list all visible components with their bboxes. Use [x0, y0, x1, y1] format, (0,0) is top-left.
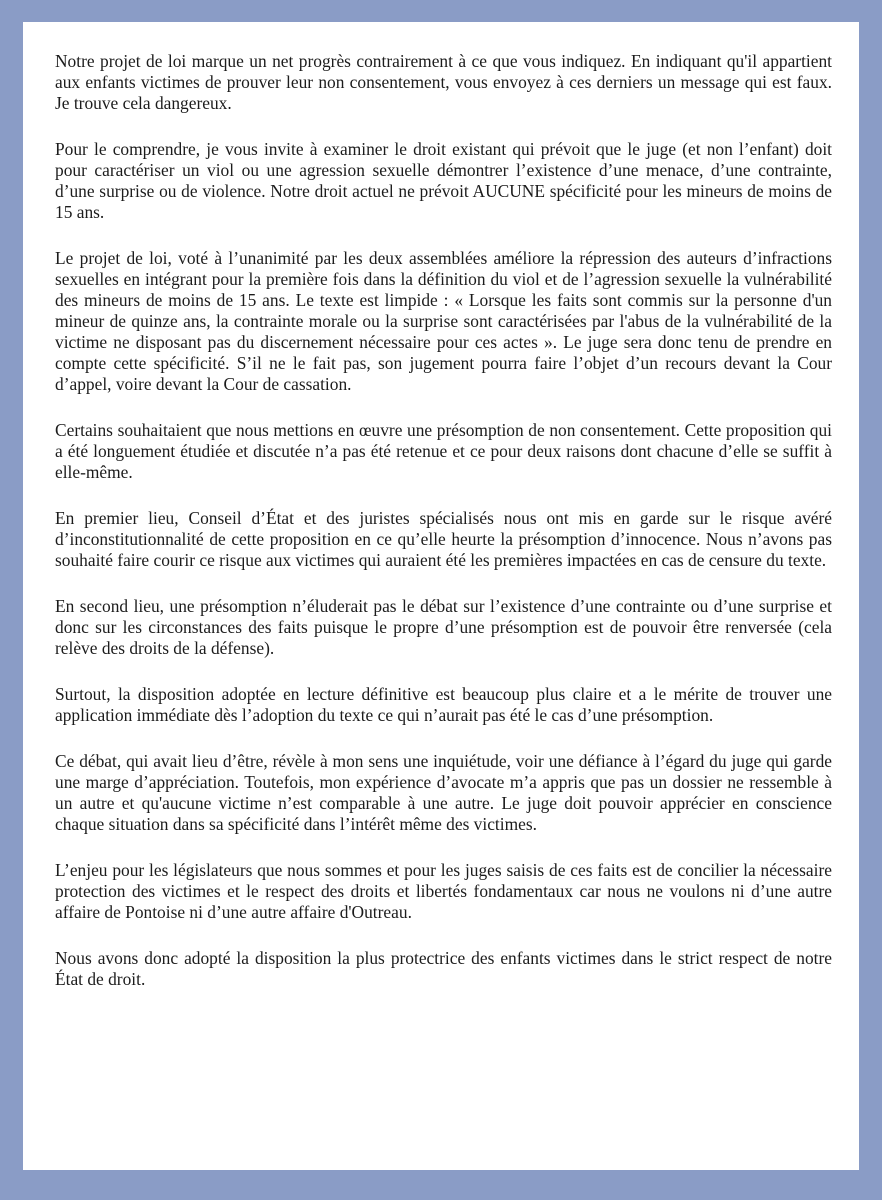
paragraph-8: Ce débat, qui avait lieu d’être, révèle à mon sens une inquiétude, voir une défiance à l’égard du juge qui garde une marge d’appréciation. Toutefois, mon expérience d’avocate m’a appris que pas un dossier ne ressemble à un autre et qu'aucune victime n’est comparable à une autre. Le juge doit pouvoir apprécier en conscience chaque situation dans sa spécificité dans l’intérêt même des victimes.	[55, 751, 832, 834]
paragraph-9: L’enjeu pour les législateurs que nous sommes et pour les juges saisis de ces faits est de concilier la nécessaire protection des victimes et le respect des droits et libertés fondamentaux car nous ne voulons ni d’une autre affaire de Pontoise ni d’une autre affaire d'Outreau.	[55, 860, 832, 922]
paragraph-3: Le projet de loi, voté à l’unanimité par les deux assemblées améliore la répression des auteurs d’infractions sexuelles en intégrant pour la première fois dans la définition du viol et de l’agression sexuelle la vulnérabilité des mineurs de moins de 15 ans. Le texte est limpide : « Lorsque les faits sont commis sur la personne d'un mineur de quinze ans, la contrainte morale ou la surprise sont caractérisées par l'abus de la vulnérabilité de la victime ne disposant pas du discernement nécessaire pour ces actes ». Le juge sera donc tenu de prendre en compte cette spécificité. S’il ne le fait pas, son jugement pourra faire l’objet d’un recours devant la Cour d’appel, voire devant la Cour de cassation.	[55, 248, 832, 394]
paragraph-6: En second lieu, une présomption n’éluderait pas le débat sur l’existence d’une contrainte ou d’une surprise et donc sur les circonstances des faits puisque le propre d’une présomption est de pouvoir être renversée (cela relève des droits de la défense).	[55, 596, 832, 658]
paragraph-7: Surtout, la disposition adoptée en lecture définitive est beaucoup plus claire et a le mérite de trouver une application immédiate dès l’adoption du texte ce qui n’aurait pas été le cas d’une présomption.	[55, 684, 832, 725]
paragraph-5: En premier lieu, Conseil d’État et des juristes spécialisés nous ont mis en garde sur le risque avéré d’inconstitutionnalité de cette proposition en ce qu’elle heurte la présomption d’innocence. Nous n’avons pas souhaité faire courir ce risque aux victimes qui auraient été les premières impactées en cas de censure du texte.	[55, 508, 832, 570]
document-page	[23, 22, 859, 1170]
paragraph-4: Certains souhaitaient que nous mettions en œuvre une présomption de non consentement. Cette proposition qui a été longuement étudiée et discutée n’a pas été retenue et ce pour deux raisons dont chacune d’elle se suffit à elle-même.	[55, 420, 832, 482]
paragraph-1: Notre projet de loi marque un net progrès contrairement à ce que vous indiquez. En indiquant qu'il appartient aux enfants victimes de prouver leur non consentement, vous envoyez à ces derniers un message qui est faux. Je trouve cela dangereux.	[55, 51, 832, 113]
paragraph-10: Nous avons donc adopté la disposition la plus protectrice des enfants victimes dans le strict respect de notre État de droit.	[55, 948, 832, 989]
paragraph-2: Pour le comprendre, je vous invite à examiner le droit existant qui prévoit que le juge (et non l’enfant) doit pour caractériser un viol ou une agression sexuelle démontrer l’existence d’une menace, d’une contrainte, d’une surprise ou de violence. Notre droit actuel ne prévoit AUCUNE spécificité pour les mineurs de moins de 15 ans.	[55, 139, 832, 222]
